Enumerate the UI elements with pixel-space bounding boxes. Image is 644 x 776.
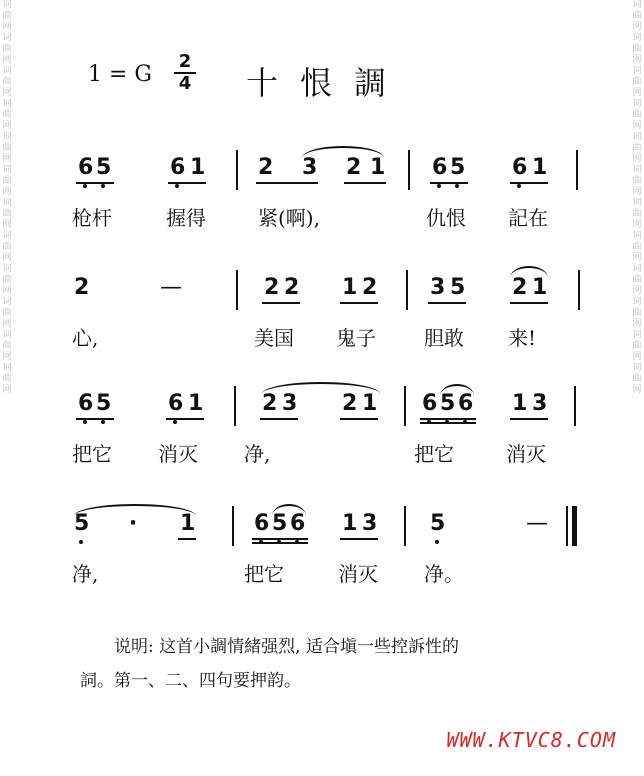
note: 1	[532, 155, 548, 180]
note: 1	[342, 275, 358, 300]
lyric: 来!	[508, 326, 537, 350]
note: 3	[302, 155, 318, 180]
beam	[340, 302, 378, 304]
beam	[420, 422, 476, 424]
note-line-1: 说明: 这首小調情緒强烈, 适合塡一些控訴性的	[114, 637, 459, 657]
dotted-extension: ·	[128, 511, 138, 536]
final-bar-line	[572, 506, 577, 546]
bar-line	[234, 386, 236, 426]
note: 3	[362, 511, 378, 536]
note-line-2: 詞。第一、二、四句要押韵。	[80, 671, 301, 691]
note: 5	[96, 156, 110, 180]
note: 6	[512, 156, 526, 180]
lyric: 消灭	[506, 442, 546, 466]
note: 2	[346, 155, 362, 180]
note-extension: —	[526, 511, 548, 536]
note: 1	[362, 391, 378, 416]
lyric: 握得	[166, 206, 206, 230]
lyric: 記在	[508, 206, 548, 230]
note: 1	[512, 391, 528, 416]
bar-line	[232, 506, 234, 546]
beam	[76, 182, 114, 184]
slur	[262, 382, 380, 394]
note: 3	[532, 391, 548, 416]
beam	[420, 418, 476, 420]
lyric: 把它	[244, 562, 284, 586]
meter-denominator: 4	[178, 73, 192, 94]
site-watermark: WWW.KTVC8.COM	[446, 728, 616, 752]
beam	[344, 182, 386, 184]
note: 6	[170, 156, 184, 180]
note: 3	[282, 391, 298, 416]
beam	[252, 538, 308, 540]
note: 2	[342, 391, 358, 416]
note: 2	[74, 275, 90, 300]
note: 5	[450, 156, 464, 180]
slur	[440, 384, 474, 396]
note: 6	[168, 392, 182, 416]
note: 3	[430, 275, 446, 300]
lyric: 美国	[254, 326, 294, 350]
note: 2	[258, 155, 274, 180]
key-signature: 1 = G	[88, 62, 152, 87]
lyric: 净,	[244, 442, 271, 466]
note: 1	[188, 391, 204, 416]
bar-line	[574, 386, 576, 426]
bar-line	[566, 506, 568, 546]
note: 5	[430, 512, 444, 536]
note: 2	[262, 391, 278, 416]
bar-line	[576, 150, 578, 190]
lyric: 消灭	[158, 442, 198, 466]
note-extension: —	[160, 275, 182, 300]
note: 5	[272, 512, 286, 536]
lyric: 心,	[72, 326, 99, 350]
score-system-2	[0, 270, 644, 370]
watermark-right: 词曲网词曲网词曲网词曲网词曲网词曲网词曲网词曲网词曲网词曲网词曲网词曲网	[632, 0, 642, 395]
slur	[510, 266, 548, 278]
bar-line	[404, 506, 406, 546]
beam	[252, 542, 308, 544]
time-signature	[174, 52, 196, 94]
note: 1	[370, 155, 386, 180]
bar-line	[578, 270, 580, 310]
lyric: 仇恨	[426, 206, 466, 230]
bar-line	[404, 386, 406, 426]
beam	[76, 418, 114, 420]
note: 1	[532, 275, 548, 300]
beam	[340, 418, 378, 420]
lyric: 消灭	[338, 562, 378, 586]
note: 5	[440, 392, 454, 416]
beam	[256, 182, 318, 184]
lyric: 把它	[72, 442, 112, 466]
bar-line	[236, 270, 238, 310]
beam	[430, 182, 468, 184]
lyric: 枪杆	[72, 206, 112, 230]
beam	[262, 302, 300, 304]
note: 2	[264, 275, 280, 300]
note: 2	[362, 275, 378, 300]
watermark-left: 词曲网词曲网词曲网词曲网词曲网词曲网词曲网词曲网词曲网词曲网词曲网词曲网	[2, 0, 12, 395]
note: 5	[450, 275, 466, 300]
song-title: 十恨調	[246, 64, 409, 102]
lyric: 胆敢	[424, 326, 464, 350]
note: 6	[432, 156, 446, 180]
bar-line	[406, 270, 408, 310]
note: 1	[190, 155, 206, 180]
note: 6	[254, 512, 268, 536]
beam	[260, 418, 298, 420]
lyric: 净,	[72, 562, 99, 586]
slur	[302, 146, 384, 158]
bar-line	[408, 150, 410, 190]
explanatory-note	[80, 630, 594, 698]
note: 1	[342, 511, 358, 536]
beam	[178, 538, 196, 540]
note: 2	[512, 275, 528, 300]
beam	[510, 182, 548, 184]
score-system-3	[0, 386, 644, 486]
lyric: 鬼子	[336, 326, 376, 350]
meter-numerator: 2	[174, 52, 196, 74]
note: 5	[96, 392, 110, 416]
beam	[340, 538, 378, 540]
note: 6	[458, 392, 472, 416]
bar-line	[236, 150, 238, 190]
score-system-4	[0, 506, 644, 606]
lyric: 净。	[424, 562, 464, 586]
beam	[166, 418, 204, 420]
note: 1	[180, 511, 196, 536]
lyric: 把它	[414, 442, 454, 466]
note: 6	[422, 392, 436, 416]
beam	[428, 302, 466, 304]
beam	[510, 418, 548, 420]
slur	[272, 504, 306, 516]
note: 2	[284, 275, 300, 300]
beam	[510, 302, 548, 304]
note: 5	[74, 512, 88, 536]
score-system-1	[0, 150, 644, 250]
note: 6	[290, 512, 304, 536]
note: 6	[78, 392, 92, 416]
note: 6	[78, 156, 92, 180]
lyric: 紧(啊),	[258, 206, 320, 230]
beam	[168, 182, 206, 184]
